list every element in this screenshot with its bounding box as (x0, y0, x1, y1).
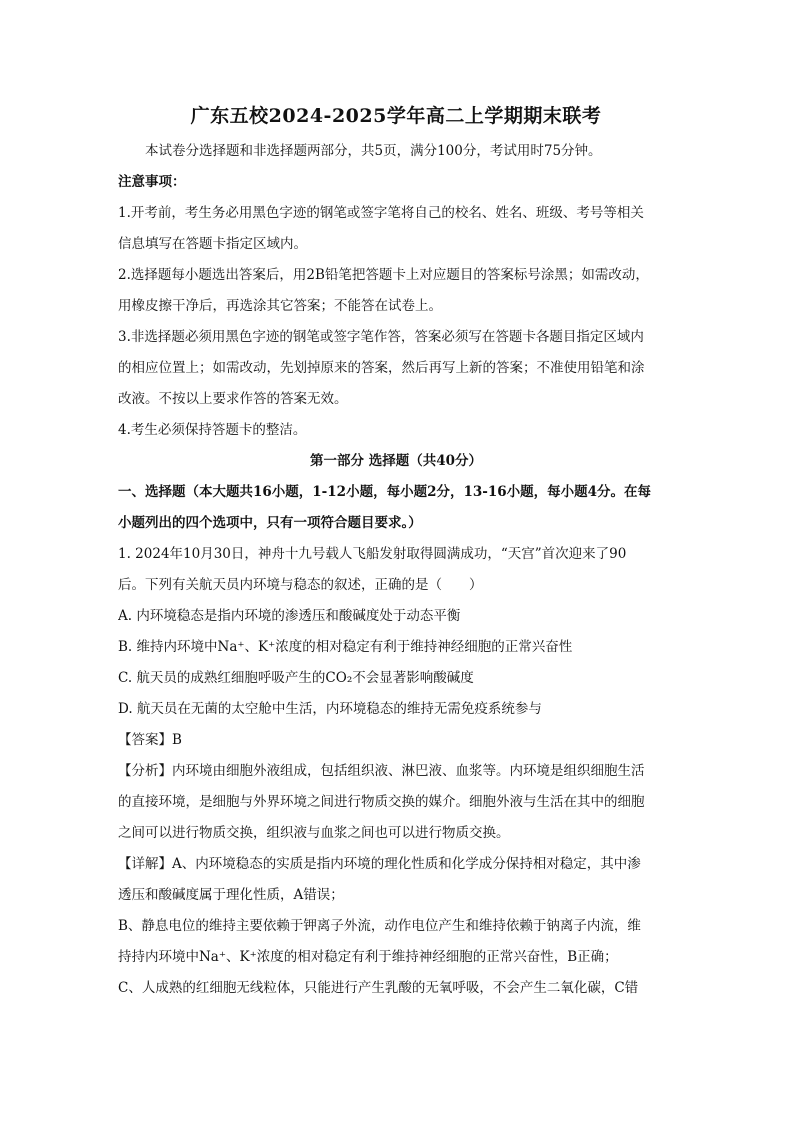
page-title: 广东五校2024-2025学年高二上学期期末联考 (190, 105, 602, 127)
intro-text: 本试卷分选择题和非选择题两部分，共5页，满分100分，考试用时75分钟。 (145, 143, 602, 159)
notice-line: 4.考生必须保持答题卡的整洁。 (118, 422, 307, 438)
notice-heading: 注意事项： (118, 174, 186, 190)
question1-stem: 后。下列有关航天员内环境与稳态的叙述，正确的是（ ） (118, 577, 483, 593)
question1-option-d: D. 航天员在无菌的太空舱中生活，内环境稳态的维持无需免疫系统参与 (118, 701, 542, 717)
question1-analysis: 之间可以进行物质交换，组织液与血浆之间也可以进行物质交换。 (118, 825, 510, 841)
notice-line: 用橡皮擦干净后，再选涂其它答案；不能答在试卷上。 (118, 298, 442, 314)
question1-stem: 1. 2024年10月30日，神舟十九号载人飞船发射取得圆满成功，“天宫”首次迎来了90 (118, 546, 627, 562)
notice-line: 2.选择题每小题选出答案后，用2B铅笔把答题卡上对应题目的答案标号涂黑；如需改动， (118, 267, 649, 283)
question1-option-b: B. 维持内环境中Na⁺、K⁺浓度的相对稳定有利于维持神经细胞的正常兴奋性 (118, 639, 573, 655)
question1-option-a: A. 内环境稳态是指内环境的渗透压和酸碱度处于动态平衡 (118, 608, 461, 624)
document-page (118, 104, 674, 1004)
question1-detail: 【详解】A、内环境稳态的实质是指内环境的理化性质和化学成分保持相对稳定，其中渗 (118, 856, 641, 872)
part1-heading: 第一部分 选择题（共40分） (310, 453, 482, 469)
question1-detail: B、静息电位的维持主要依赖于钾离子外流，动作电位产生和维持依赖于钠离子内流，维 (118, 918, 641, 934)
notice-line: 1.开考前，考生务必用黑色字迹的钢笔或签字笔将自己的校名、姓名、班级、考号等相关 (118, 205, 644, 221)
section1-heading: 小题列出的四个选项中，只有一项符合题目要求。） (118, 515, 422, 531)
notice-line: 3.非选择题必须用黑色字迹的钢笔或签字笔作答，答案必须写在答题卡各题目指定区域内 (118, 329, 644, 345)
question1-option-c: C. 航天员的成熟红细胞呼吸产生的CO₂不会显著影响酸碱度 (118, 670, 474, 686)
question1-detail: C、人成熟的红细胞无线粒体，只能进行产生乳酸的无氧呼吸，不会产生二氧化碳，C错 (118, 980, 639, 996)
notice-line: 改液。不按以上要求作答的答案无效。 (118, 391, 348, 407)
section1-heading: 一、选择题（本大题共16小题，1-12小题，每小题2分，13-16小题，每小题4分。在每 (118, 484, 652, 500)
question1-analysis: 的直接环境，是细胞与外界环境之间进行物质交换的媒介。细胞外液与生活在其中的细胞 (118, 794, 645, 810)
question1-answer: 【答案】B (118, 732, 182, 748)
question1-detail: 透压和酸碱度属于理化性质，A错误； (118, 887, 344, 903)
notice-line: 信息填写在答题卡指定区域内。 (118, 236, 307, 252)
notice-line: 的相应位置上；如需改动，先划掉原来的答案，然后再写上新的答案；不准使用铅笔和涂 (118, 360, 645, 376)
question1-analysis: 【分析】内环境由细胞外液组成，包括组织液、淋巴液、血浆等。内环境是组织细胞生活 (118, 763, 645, 779)
question1-detail: 持持内环境中Na⁺、K⁺浓度的相对稳定有利于维持神经细胞的正常兴奋性，B正确； (118, 949, 618, 965)
